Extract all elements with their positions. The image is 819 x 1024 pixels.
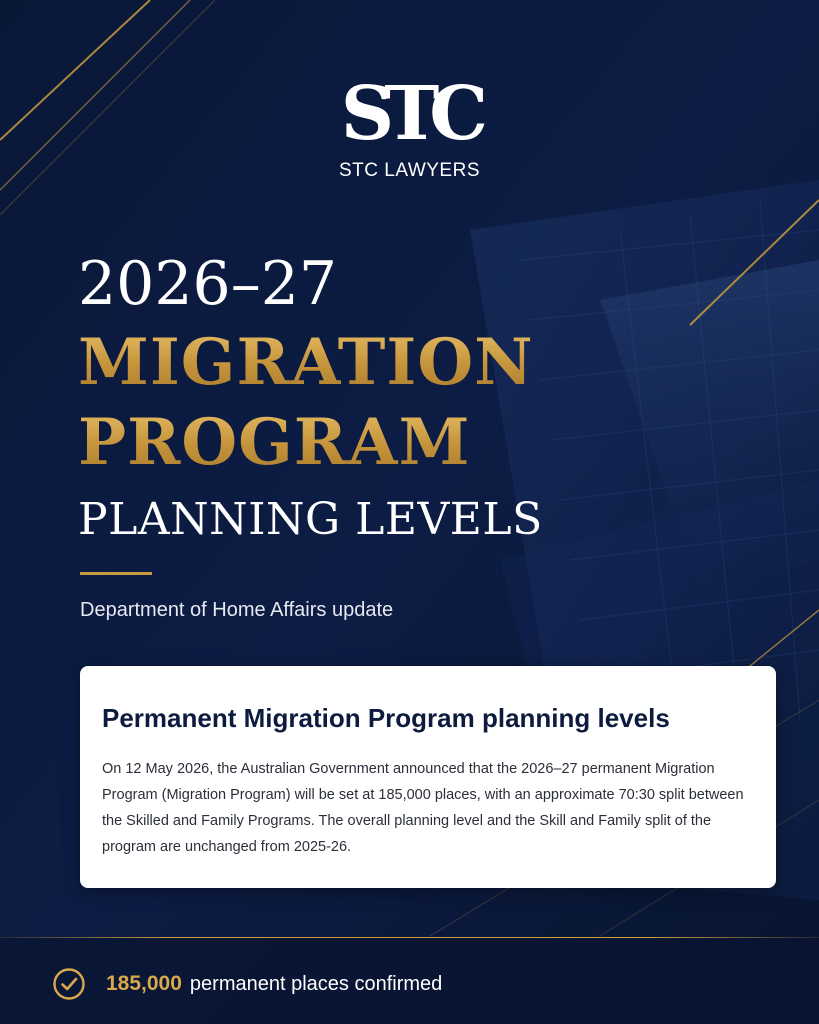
headline-migration: MIGRATION bbox=[78, 325, 534, 400]
logo-mark: STC bbox=[340, 71, 479, 157]
headline-program: PROGRAM bbox=[78, 405, 471, 480]
check-circle-icon bbox=[52, 967, 86, 1001]
subtitle: Department of Home Affairs update bbox=[80, 599, 394, 621]
gold-divider bbox=[80, 572, 152, 575]
logo bbox=[0, 72, 819, 182]
card-body: On 12 May 2026, the Australian Government announced that the 2026–27 permanent Migration Program (Migration Program) will be set at 185,000 places, with an approximate 70:30 split between the Skilled and Family Programs. The overall planning level and the Skill and Family split of the program are unchanged from 2025-26. bbox=[102, 761, 744, 855]
info-card bbox=[80, 666, 776, 888]
footer bbox=[52, 964, 442, 1004]
places-count: 185,000 bbox=[106, 972, 182, 995]
headline-year: 2026–27 bbox=[78, 249, 338, 319]
card-title: Permanent Migration Program planning levels bbox=[102, 703, 670, 733]
brand-name: STC LAWYERS bbox=[339, 160, 480, 181]
footer-divider bbox=[0, 937, 819, 938]
footer-text: permanent places confirmed bbox=[189, 972, 443, 995]
headline-planning-levels: PLANNING LEVELS bbox=[78, 494, 543, 545]
